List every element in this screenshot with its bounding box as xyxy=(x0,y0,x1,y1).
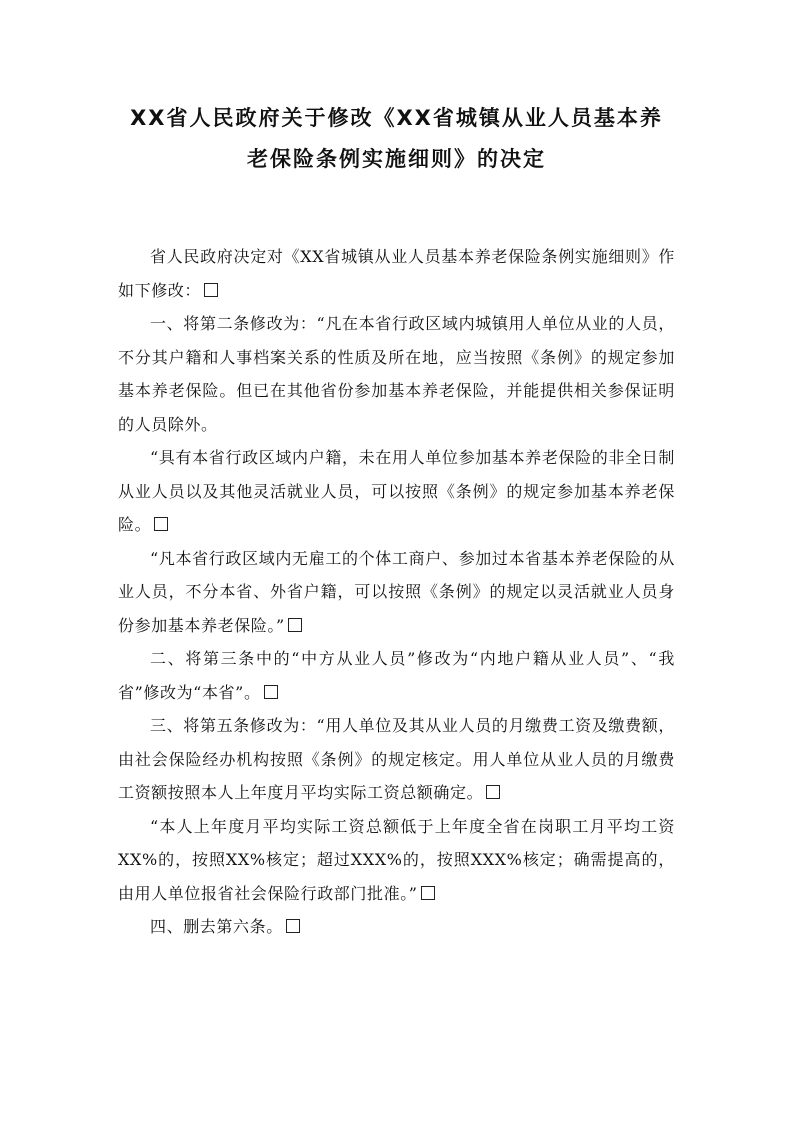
paragraph-text: 三、将第五条修改为：“用人单位及其从业人员的月缴费工资及缴费额，由社会保险经办机构按照《条例》的规定核定。用人单位从业人员的月缴费工资额按照本人上年度月平均实际工资总额确定。 xyxy=(118,716,675,802)
title-line-2: 老保险条例实施细则》的决定 xyxy=(247,147,546,171)
paragraph-item-4 xyxy=(118,910,675,944)
paragraph-item-3-sub-1 xyxy=(118,810,675,911)
paragraph-text: “凡本省行政区域内无雇工的个体工商户、参加过本省基本养老保险的从业人员，不分本省、外省户籍，可以按照《条例》的规定以灵活就业人员身份参加基本养老保险。” xyxy=(118,548,675,635)
placeholder-box-icon xyxy=(204,283,218,297)
document-body xyxy=(118,240,675,944)
placeholder-box-icon xyxy=(486,785,500,799)
placeholder-box-icon xyxy=(264,685,278,699)
paragraph-text: 省人民政府决定对《XX省城镇从业人员基本养老保险条例实施细则》作如下修改： xyxy=(118,247,675,300)
placeholder-box-icon xyxy=(286,919,300,933)
paragraph-text: 一、将第二条修改为：“凡在本省行政区域内城镇用人单位从业的人员，不分其户籍和人事档案关系的性质及所在地，应当按照《条例》的规定参加基本养老保险。但已在其他省份参加基本养老保险，并能提供相关参保证明的人员除外。 xyxy=(118,314,675,434)
paragraph-text: 四、删去第六条。 xyxy=(150,917,283,936)
document-title xyxy=(118,98,675,180)
paragraph-intro xyxy=(118,240,675,307)
paragraph-item-1 xyxy=(118,307,675,441)
placeholder-box-icon xyxy=(421,886,435,900)
paragraph-item-3 xyxy=(118,709,675,810)
paragraph-text: “本人上年度月平均实际工资总额低于上年度全省在岗职工月平均工资XX%的，按照XX%核定；超过XXX%的，按照XXX%核定；确需提高的，由用人单位报省社会保险行政部门批准。” xyxy=(118,816,675,903)
placeholder-box-icon xyxy=(154,517,168,531)
title-line-1: XX省人民政府关于修改《XX省城镇从业人员基本养 xyxy=(130,106,663,130)
placeholder-box-icon xyxy=(288,618,302,632)
paragraph-item-2 xyxy=(118,642,675,709)
paragraph-text: 二、将第三条中的“中方从业人员”修改为“内地户籍从业人员”、“我省”修改为“本省”。 xyxy=(118,649,675,702)
paragraph-item-1-sub-1 xyxy=(118,441,675,542)
paragraph-text: “具有本省行政区域内户籍，未在用人单位参加基本养老保险的非全日制从业人员以及其他灵活就业人员，可以按照《条例》的规定参加基本养老保险。 xyxy=(118,448,675,534)
paragraph-item-1-sub-2 xyxy=(118,542,675,643)
